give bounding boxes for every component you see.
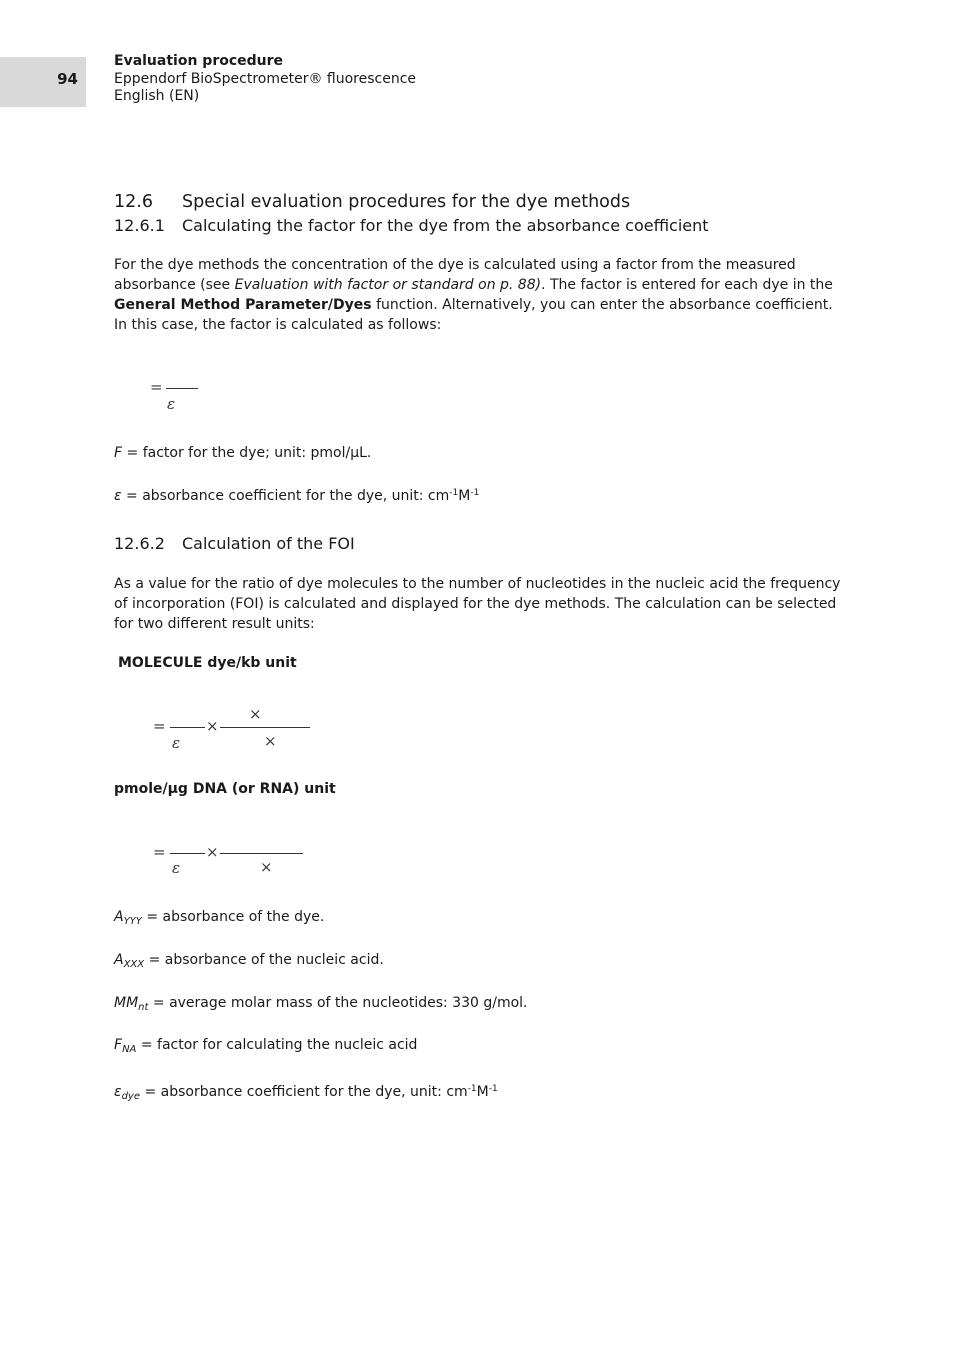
definition-a-xxx [114, 950, 384, 975]
heading-12-6-2 [114, 534, 355, 554]
exponent: -1 [449, 488, 459, 498]
paragraph-foi-intro: As a value for the ratio of dye molecules to the number of nucleotides in the nucleic acid the frequency of incorporation (FOI) is calculated and displayed for the dye methods. The calculation can be selected for two different result units: [114, 576, 841, 632]
subscript: YYY [123, 916, 142, 927]
heading-number: 12.6 [114, 192, 153, 212]
formula-times: × [206, 843, 219, 861]
heading-title: Special evaluation procedures for the dye methods [182, 192, 631, 212]
symbol: A [114, 952, 124, 968]
subscript: nt [138, 1002, 149, 1013]
paragraph-factor-intro [114, 255, 844, 335]
definition-epsilon [114, 483, 479, 506]
header-product-name: Eppendorf BioSpectrometer® fluorescence [114, 71, 417, 87]
subscript: XXX [123, 959, 145, 970]
text-run: . The factor is entered for each dye in the [541, 277, 833, 293]
fraction-bar [170, 853, 205, 854]
subscript: dye [121, 1091, 140, 1102]
formula-equals: = [153, 843, 166, 861]
function-name: General Method Parameter/Dyes [114, 297, 372, 313]
unit-label-molecule: MOLECULE dye/kb unit [118, 655, 297, 671]
definition-f-na [114, 1035, 417, 1060]
page-number: 94 [57, 70, 78, 88]
unit: M [476, 1084, 489, 1100]
exponent: -1 [467, 1084, 477, 1094]
symbol: F [114, 1037, 123, 1053]
definition-text: = absorbance of the nucleic acid. [144, 952, 384, 968]
formula-times: × [264, 732, 277, 750]
symbol: F [114, 445, 123, 461]
symbol: ε [114, 1084, 122, 1100]
formula-times: × [206, 717, 219, 735]
heading-number: 12.6.2 [114, 534, 165, 553]
fraction-bar [166, 388, 198, 389]
symbol: ε [114, 488, 122, 504]
definition-text: = absorbance coefficient for the dye, unit: cm [121, 488, 450, 504]
heading-title: Calculating the factor for the dye from the absorbance coefficient [182, 216, 709, 235]
definition-epsilon-dye [114, 1079, 498, 1107]
unit-label-pmole: pmole/µg DNA (or RNA) unit [114, 781, 336, 797]
unit: M [458, 488, 471, 504]
header-section-title: Evaluation procedure [114, 53, 284, 69]
definition-text: = average molar mass of the nucleotides: 330 g/mol. [148, 995, 528, 1011]
definition-text: = factor for calculating the nucleic acid [136, 1037, 418, 1053]
formula-epsilon: ε [172, 859, 181, 877]
exponent: -1 [488, 1084, 498, 1094]
heading-12-6 [114, 191, 630, 213]
formula-times: × [249, 705, 262, 723]
formula-equals: = [153, 717, 166, 735]
formula-epsilon: ε [167, 395, 176, 413]
formula-equals: = [150, 378, 163, 396]
heading-title: Calculation of the FOI [182, 534, 355, 553]
fraction-bar [220, 853, 303, 854]
definition-mm-nt [114, 993, 528, 1018]
fraction-bar [170, 727, 205, 728]
definition-text: = absorbance coefficient for the dye, unit: cm [140, 1084, 468, 1100]
heading-number: 12.6.1 [114, 216, 165, 235]
definition-a-yyy [114, 907, 324, 932]
definition-text: = absorbance of the dye. [141, 909, 325, 925]
symbol: A [114, 909, 124, 925]
subscript: NA [122, 1044, 137, 1055]
symbol: MM [114, 995, 139, 1011]
text-run: function. Alternatively, you can enter the absorbance coefficient. In this case, the factor is calculated as follows: [114, 297, 833, 333]
definition-text: = factor for the dye; unit: pmol/µL. [122, 445, 372, 461]
fraction-bar [220, 727, 310, 728]
cross-reference-link[interactable]: Evaluation with factor or standard on p. 88) [234, 277, 542, 293]
heading-12-6-1 [114, 216, 709, 236]
formula-epsilon: ε [172, 734, 181, 752]
formula-times: × [260, 858, 273, 876]
header-language: English (EN) [114, 88, 200, 104]
definition-factor [114, 443, 371, 463]
exponent: -1 [470, 488, 480, 498]
text-run: For the dye methods the concentration of the dye is calculated using a factor from the measured absorbance (see [114, 257, 796, 293]
